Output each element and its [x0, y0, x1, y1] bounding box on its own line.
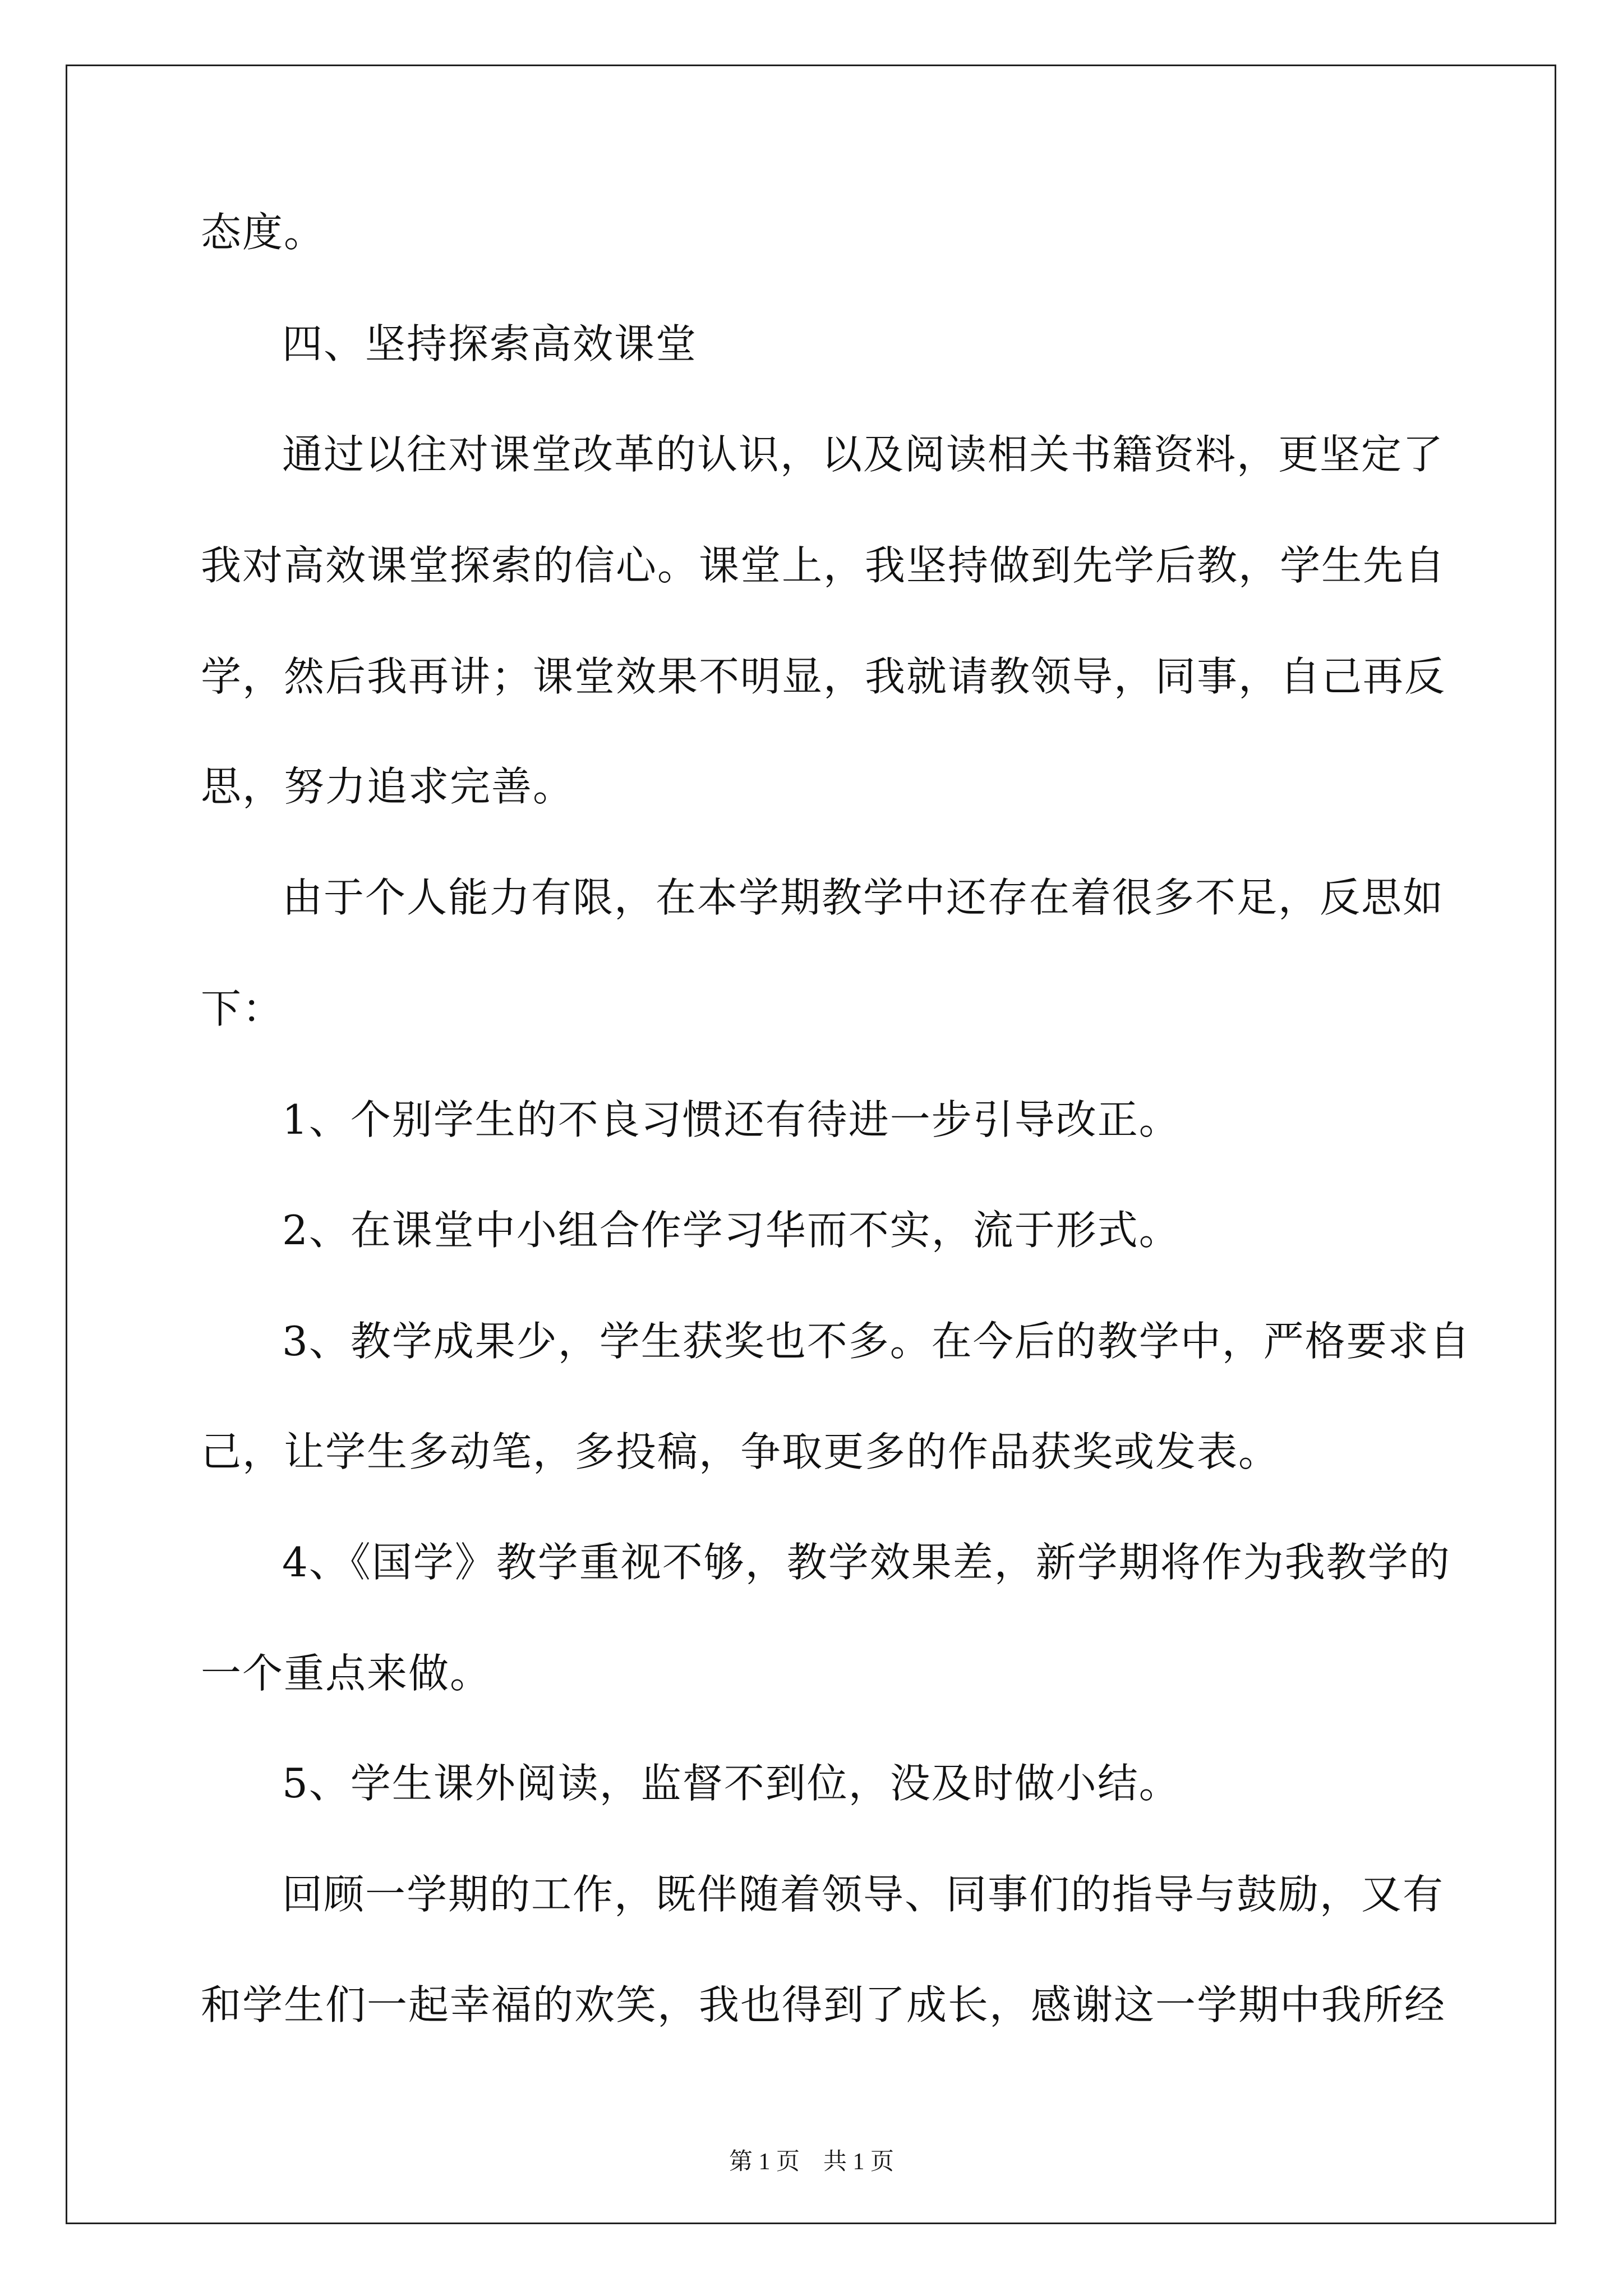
paragraph-line: 思，努力追求完善。 — [201, 763, 575, 810]
list-item: 2、在课堂中小组合作学习华而不实，流于形式。 — [282, 1207, 1181, 1254]
list-item-continuation: 己，让学生多动笔，多投稿，争取更多的作品获奖或发表。 — [201, 1428, 1280, 1475]
paragraph-line: 通过以往对课堂改革的认识，以及阅读相关书籍资料，更坚定了 — [282, 431, 1445, 478]
paragraph-line: 回顾一学期的工作，既伴随着领导、同事们的指导与鼓励，又有 — [282, 1871, 1445, 1918]
list-item-continuation: 一个重点来做。 — [201, 1650, 492, 1697]
page-number: 第 1 页 共 1 页 — [728, 2149, 894, 2175]
paragraph-line: 和学生们一起幸福的欢笑，我也得到了成长，感谢这一学期中我所经 — [201, 1981, 1446, 2028]
paragraph-line: 我对高效课堂探索的信心。课堂上，我坚持做到先学后教，学生先自 — [201, 542, 1446, 589]
list-item: 5、学生课外阅读，监督不到位，没及时做小结。 — [282, 1760, 1181, 1807]
list-item: 1、个别学生的不良习惯还有待进一步引导改正。 — [282, 1096, 1181, 1143]
list-item: 3、教学成果少，学生获奖也不多。在今后的教学中，严格要求自 — [282, 1318, 1471, 1365]
list-item: 4、《国学》教学重视不够，教学效果差，新学期将作为我教学的 — [282, 1539, 1451, 1586]
paragraph-line: 下： — [201, 985, 284, 1032]
paragraph-line: 学，然后我再讲；课堂效果不明显，我就请教领导，同事，自己再反 — [201, 653, 1446, 700]
paragraph-line: 由于个人能力有限，在本学期教学中还存在着很多不足，反思如 — [282, 874, 1445, 921]
paragraph-line: 态度。 — [201, 209, 326, 256]
section-heading: 四、坚持探索高效课堂 — [282, 320, 698, 367]
